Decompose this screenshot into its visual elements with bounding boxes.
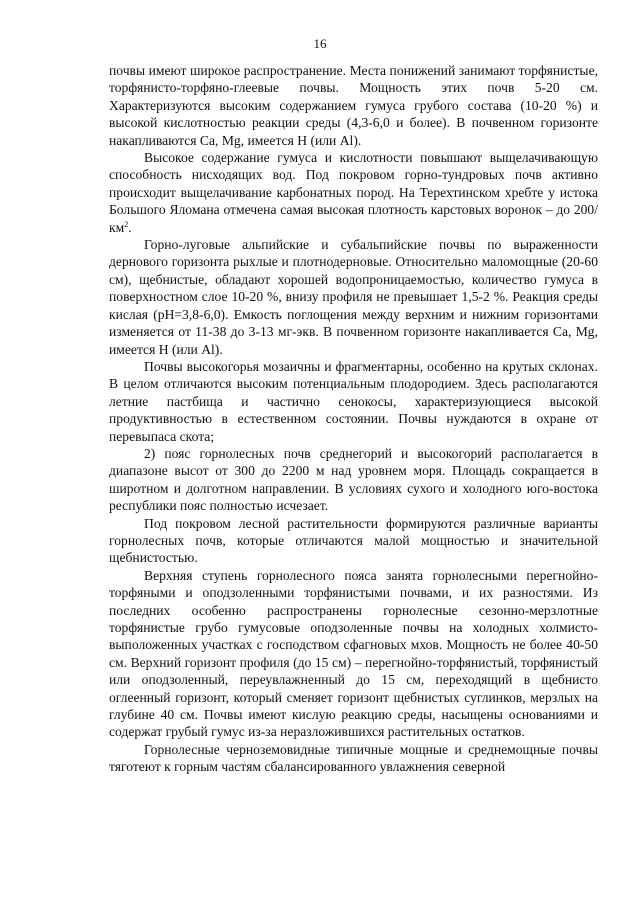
paragraph-text: Высокое содержание гумуса и кислотности повышают выщелачивающую способность нисходящих вод. Под покровом горно-тундровых почв активно происходит выщелачивание карбонатных пород. На Терехтинском хребте у истока Большого Яломана отмечена самая высокая плотность карстовых воронок – до 200/км xyxy=(109,150,598,235)
superscript: 2 xyxy=(124,219,129,229)
page-body xyxy=(109,62,598,776)
page-number: 16 xyxy=(313,36,327,51)
paragraph: Горнолесные черноземовидные типичные мощные и среднемощные почвы тяготеют к горным частям сбалансированного увлажнения северной xyxy=(109,741,598,775)
paragraph: Горно-луговые альпийские и субальпийские почвы по выраженности дернового горизонта рыхлые и плотнодерновые. Относительно маломощные (20-60 см), щебнистые, обладают хорошей водопроницаемостью, количество гумуса в поверхностном слое 10-20 %, внизу профиля не превышает 1,5-2 %. Реакция среды кислая (pH=3,8-6,0). Емкость поглощения между верхним и нижним горизонтами изменяется от 11-38 до 3-13 мг-экв. В почвенном горизонте накапливается Ca, Mg, имеется H (или Al). xyxy=(109,237,598,357)
paragraph: почвы имеют широкое распространение. Места понижений занимают торфянистые, торфянисто-торфяно-глеевые почвы. Мощность этих почв 5-20 см. Характеризуются высоким содержанием гумуса грубого состава (10-20 %) и высокой кислотностью реакции среды (4,3-6,0 и более). В почвенном горизонте накапливаются Ca, Mg, имеется H (или Al). xyxy=(109,63,598,148)
paragraph: 2) пояс горнолесных почв среднегорий и высокогорий располагается в диапазоне высот от 300 до 2200 м над уровнем моря. Площадь сокращается в широтном и долготном направлении. В условиях сухого и холодного юго-востока республики пояс полностью исчезает. xyxy=(109,445,598,514)
paragraph xyxy=(109,149,598,236)
paragraph: Под покровом лесной растительности формируются различные варианты горнолесных почв, которые отличаются малой мощностью и значительной щебнистостью. xyxy=(109,515,598,566)
paragraph-tail: . xyxy=(128,219,132,235)
paragraph: Верхняя ступень горнолесного пояса занята горнолесными перегнойно-торфяными и оподзоленными торфянистыми почвами, и их разностями. Из последних особенно распространены горнолесные сезонно-мерзлотные торфянистые грубо гумусовые оподзоленные почвы на холодных холмисто-выположенных участках с господством сфагновых мхов. Мощность не более 40-50 см. Верхний горизонт профиля (до 15 см) – перегнойно-торфянистый, торфянистый или оподзоленный, переувлажненный до 15 см, переходящий в щебнисто оглеенный горизонт, который сменяет горизонт щебнистых суглинков, мерзлых на глубине 40 см. Почвы имеют кислую реакцию среды, насыщены основаниями и содержат грубый гумус из-за неразложившихся растительных остатков. xyxy=(109,567,598,740)
paragraph: Почвы высокогорья мозаичны и фрагментарны, особенно на крутых склонах. В целом отличаются высоким потенциальным плодородием. Здесь располагаются летние пастбища и частично сенокосы, характеризующиеся высокой продуктивностью в естественном состоянии. Почвы нуждаются в охране от перевыпаса скота; xyxy=(109,358,598,444)
